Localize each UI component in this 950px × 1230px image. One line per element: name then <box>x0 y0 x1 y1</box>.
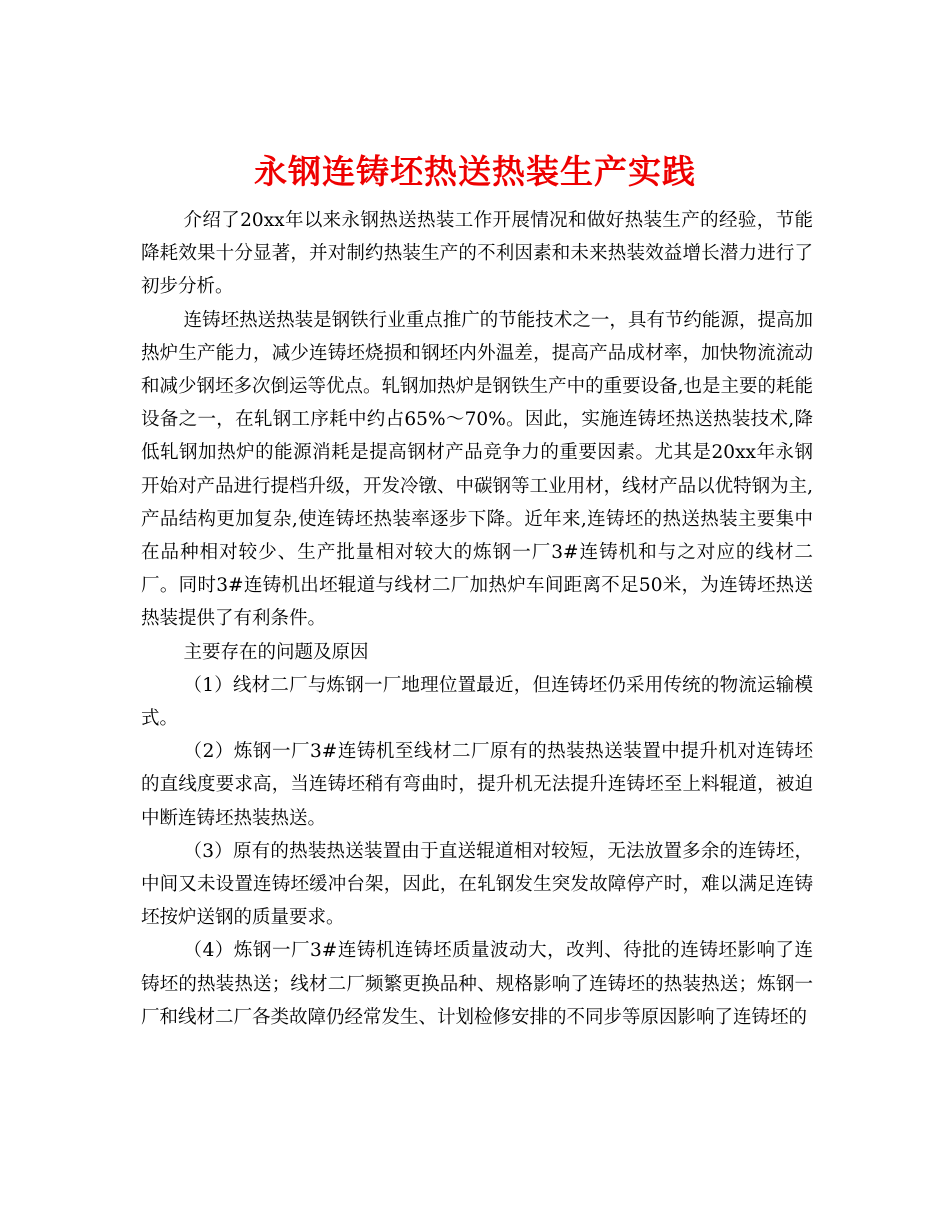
paragraph-introduction: 连铸坯热送热装是钢铁行业重点推广的节能技术之一，具有节约能源，提高加热炉生产能力，减少连铸坯烧损和钢坯内外温差，提高产品成材率，加快物流流动和减少钢坯多次倒运等优点。轧钢加热炉是钢铁生产中的重要设备,也是主要的耗能设备之一，在轧钢工序耗中约占65%～70%。因此，实施连铸坯热送热装技术,降低轧钢加热炉的能源消耗是提高钢材产品竞争力的重要因素。尤其是20xx年永钢开始对产品进行提档升级，开发冷镦、中碳钢等工业用材，线材产品以优特钢为主,产品结构更加复杂,使连铸坯热装率逐步下降。近年来,连铸坯的热送热装主要集中在品种相对较少、生产批量相对较大的炼钢一厂3#连铸机和与之对应的线材二厂。同时3#连铸机出坯辊道与线材二厂加热炉车间距离不足50米，为连铸坯热送热装提供了有利条件。 <box>141 309 813 630</box>
paragraph-issue-2: （2）炼钢一厂3#连铸机至线材二厂原有的热装热送装置中提升机对连铸坯的直线度要求高，当连铸坯稍有弯曲时，提升机无法提升连铸坯至上料辊道，被迫中断连铸坯热装热送。 <box>141 741 813 829</box>
paragraph-issue-1: （1）线材二厂与炼钢一厂地理位置最近，但连铸坯仍采用传统的物流运输模式。 <box>141 674 813 730</box>
paragraph-abstract: 介绍了20xx年以来永钢热送热装工作开展情况和做好热装生产的经验，节能降耗效果十分显著，并对制约热装生产的不利因素和未来热装效益增长潜力进行了初步分析。 <box>141 210 813 298</box>
section-heading: 主要存在的问题及原因 <box>183 641 369 663</box>
document-body <box>141 204 813 1034</box>
document-title: 永钢连铸坯热送热装生产实践 <box>254 152 696 192</box>
paragraph-issue-3: （3）原有的热装热送装置由于直送辊道相对较短，无法放置多余的连铸坯，中间又未设置连铸坯缓冲台架，因此，在轧钢发生突发故障停产时，难以满足连铸坯按炉送钢的质量要求。 <box>141 840 813 929</box>
paragraph-issue-4: （4）炼钢一厂3#连铸机连铸坯质量波动大，改判、待批的连铸坯影响了连铸坯的热装热送；线材二厂频繁更换品种、规格影响了连铸坯的热装热送；炼钢一厂和线材二厂各类故障仍经常发生、计划检修安排的不同步等原因影响了连铸坯的 <box>141 940 813 1028</box>
